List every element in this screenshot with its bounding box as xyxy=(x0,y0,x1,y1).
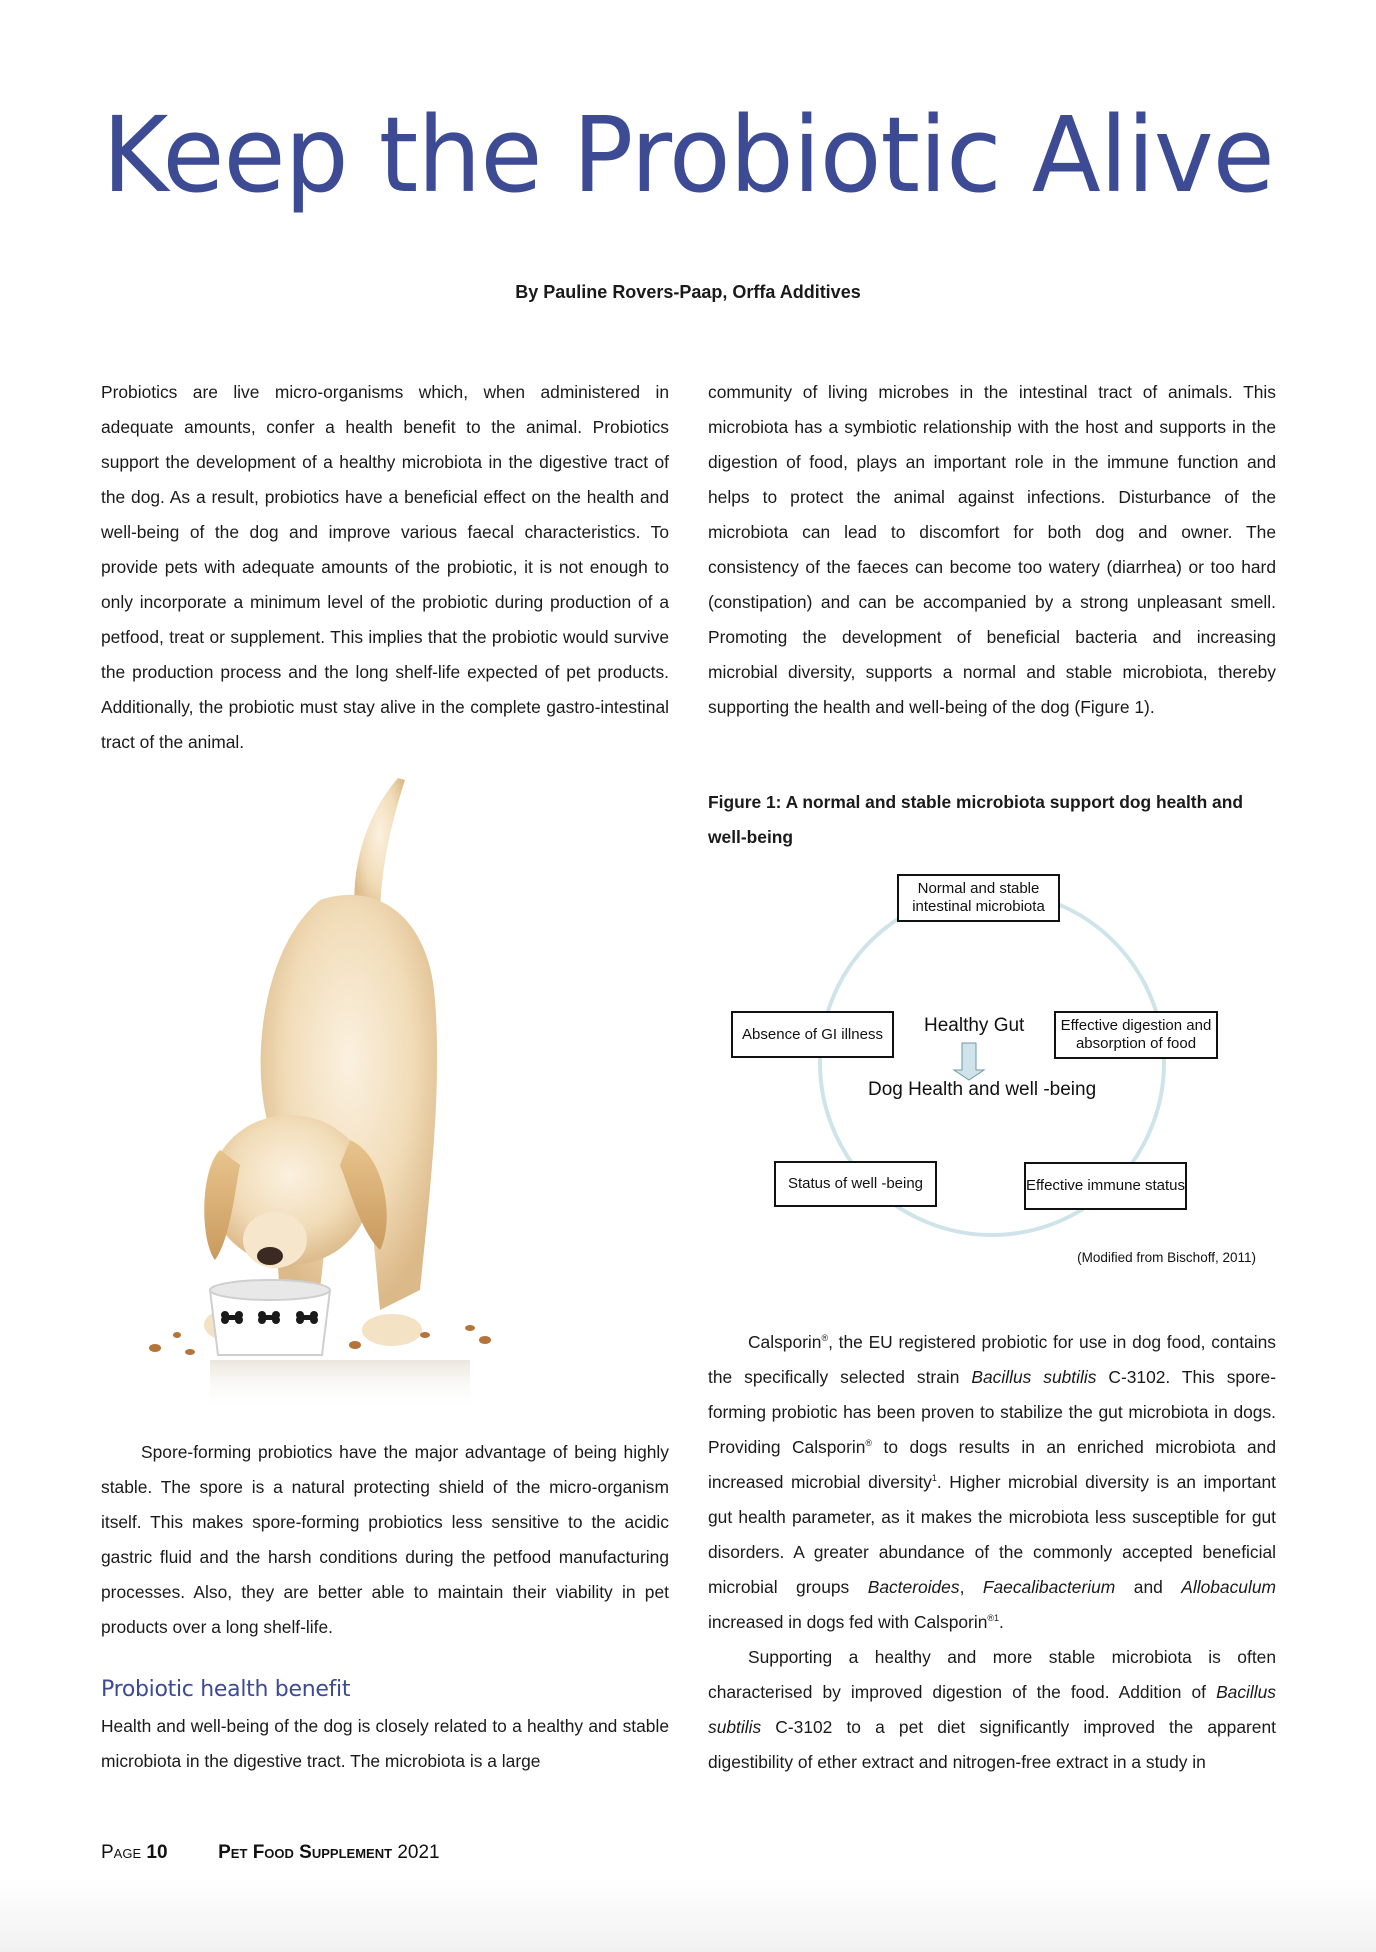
text-run: , the EU registered probiotic for use in dog food, contains the specifically selected strain xyxy=(708,1332,1276,1387)
down-arrow-icon xyxy=(954,1043,984,1080)
puppy-nose xyxy=(257,1247,283,1265)
text-run: C-3102 to a pet diet significantly improved the apparent digestibility of ether extract and nitrogen-free extract in a study in xyxy=(708,1717,1276,1772)
page-number: 10 xyxy=(146,1842,168,1863)
node-absence-of-gi-illness: Absence of GI illness xyxy=(731,1011,894,1058)
species-name: Bacillus subtilis xyxy=(708,1682,1276,1737)
text-run: C-3102. This spore-forming probiotic has been proven to stabilize the gut microbiota in dogs. Providing Calsporin xyxy=(708,1367,1277,1457)
text-run: to dogs results in an enriched microbiota and increased microbial diversity xyxy=(708,1437,1276,1492)
reference-marker: 1 xyxy=(931,1473,937,1484)
registered-mark: ® xyxy=(865,1438,873,1449)
publication-name: Pet Food Supplement xyxy=(218,1842,393,1863)
node-normal-microbiota: Normal and stable intestinal microbiota xyxy=(897,874,1060,922)
species-name: Bacillus subtilis xyxy=(971,1367,1097,1387)
reference-marker: ®1 xyxy=(987,1613,1000,1624)
text-run: . Higher microbial diversity is an important gut health parameter, as it makes the microbiota less susceptible for gut disorders. A greater abundance of the commonly accepted beneficial microbial groups xyxy=(708,1472,1276,1597)
center-dog-health: Dog Health and well -being xyxy=(868,1079,1097,1100)
text-run: and xyxy=(1115,1577,1182,1597)
figure-graphics xyxy=(720,860,1280,1280)
article-title: Keep the Probiotic Alive xyxy=(102,94,1274,216)
text-run: increased in dogs fed with Calsporin xyxy=(708,1612,988,1632)
text-run: . xyxy=(999,1612,1004,1632)
text-run: Supporting a healthy and more stable microbiota is often characterised by improved digestion of the food. Addition of xyxy=(708,1647,1276,1702)
text-run: Calsporin xyxy=(748,1332,822,1352)
puppy-photo xyxy=(130,770,590,1410)
species-name: Allobaculum xyxy=(1181,1577,1276,1597)
publication-year: 2021 xyxy=(397,1842,440,1863)
page-footer xyxy=(101,1842,440,1864)
digestion-paragraph xyxy=(708,1640,1276,1780)
right-column-bottom xyxy=(708,1325,1276,1780)
spore-paragraph: Spore-forming probiotics have the major advantage of being highly stable. The spore is a natural protecting shield of the micro-organism itself. This makes spore-forming probiotics less sensitive to the acidic gastric fluid and the harsh conditions during the petfood manufacturing processes. Also, they are better able to maintain their viability in pet products over a long shelf-life. xyxy=(101,1442,669,1637)
right-column-top xyxy=(708,375,1276,725)
left-column-intro xyxy=(101,375,669,760)
figure-source: (Modified from Bischoff, 2011) xyxy=(1077,1250,1256,1265)
page-label: Page xyxy=(101,1842,142,1863)
health-paragraph-continued: community of living microbes in the intestinal tract of animals. This microbiota has a symbiotic relationship with the host and supports in the digestion of food, plays an important role in the immune function and helps to protect the animal against infections. Disturbance of the microbiota can lead to discomfort for both dog and owner. The consistency of the faeces can become too watery (diarrhea) or too hard (constipation) and can be accompanied by a strong unpleasant smell. Promoting the development of beneficial bacteria and increasing microbial diversity, supports a normal and stable microbiota, thereby supporting the health and well-being of the dog (Figure 1). xyxy=(708,382,1276,717)
center-healthy-gut: Healthy Gut xyxy=(924,1015,1025,1036)
node-status-of-well-being: Status of well -being xyxy=(774,1161,937,1207)
byline: By Pauline Rovers-Paap, Orffa Additives xyxy=(515,282,861,302)
figure-caption: Figure 1: A normal and stable microbiota support dog health and well-being xyxy=(708,792,1243,847)
node-effective-digestion: Effective digestion and absorption of food xyxy=(1054,1011,1218,1059)
left-column-bottom xyxy=(101,1435,669,1779)
node-effective-immune-status: Effective immune status xyxy=(1024,1162,1187,1210)
text-run: , xyxy=(959,1577,983,1597)
intro-paragraph: Probiotics are live micro-organisms which, when administered in adequate amounts, confer a health benefit to the animal. Probiotics support the development of a healthy microbiota in the digestive tract of the dog. As a result, probiotics have a beneficial effect on the health and well-being of the dog and improve various faecal characteristics. To provide pets with adequate amounts of the probiotic, it is not enough to only incorporate a minimum level of the probiotic during production of a petfood, treat or supplement. This implies that the probiotic would survive the production process and the long shelf-life expected of pet products. Additionally, the probiotic must stay alive in the complete gastro-intestinal tract of the animal. xyxy=(101,382,669,752)
species-name: Faecalibacterium xyxy=(982,1577,1116,1597)
registered-mark: ® xyxy=(821,1333,829,1344)
health-paragraph-start: Health and well-being of the dog is closely related to a healthy and stable microbiota in the digestive tract. The microbiota is a large xyxy=(101,1716,669,1771)
species-name: Bacteroides xyxy=(867,1577,960,1597)
section-heading-probiotic-health-benefit: Probiotic health benefit xyxy=(101,1677,351,1702)
figure-1-diagram xyxy=(720,860,1280,1280)
calsporin-paragraph xyxy=(708,1325,1276,1640)
